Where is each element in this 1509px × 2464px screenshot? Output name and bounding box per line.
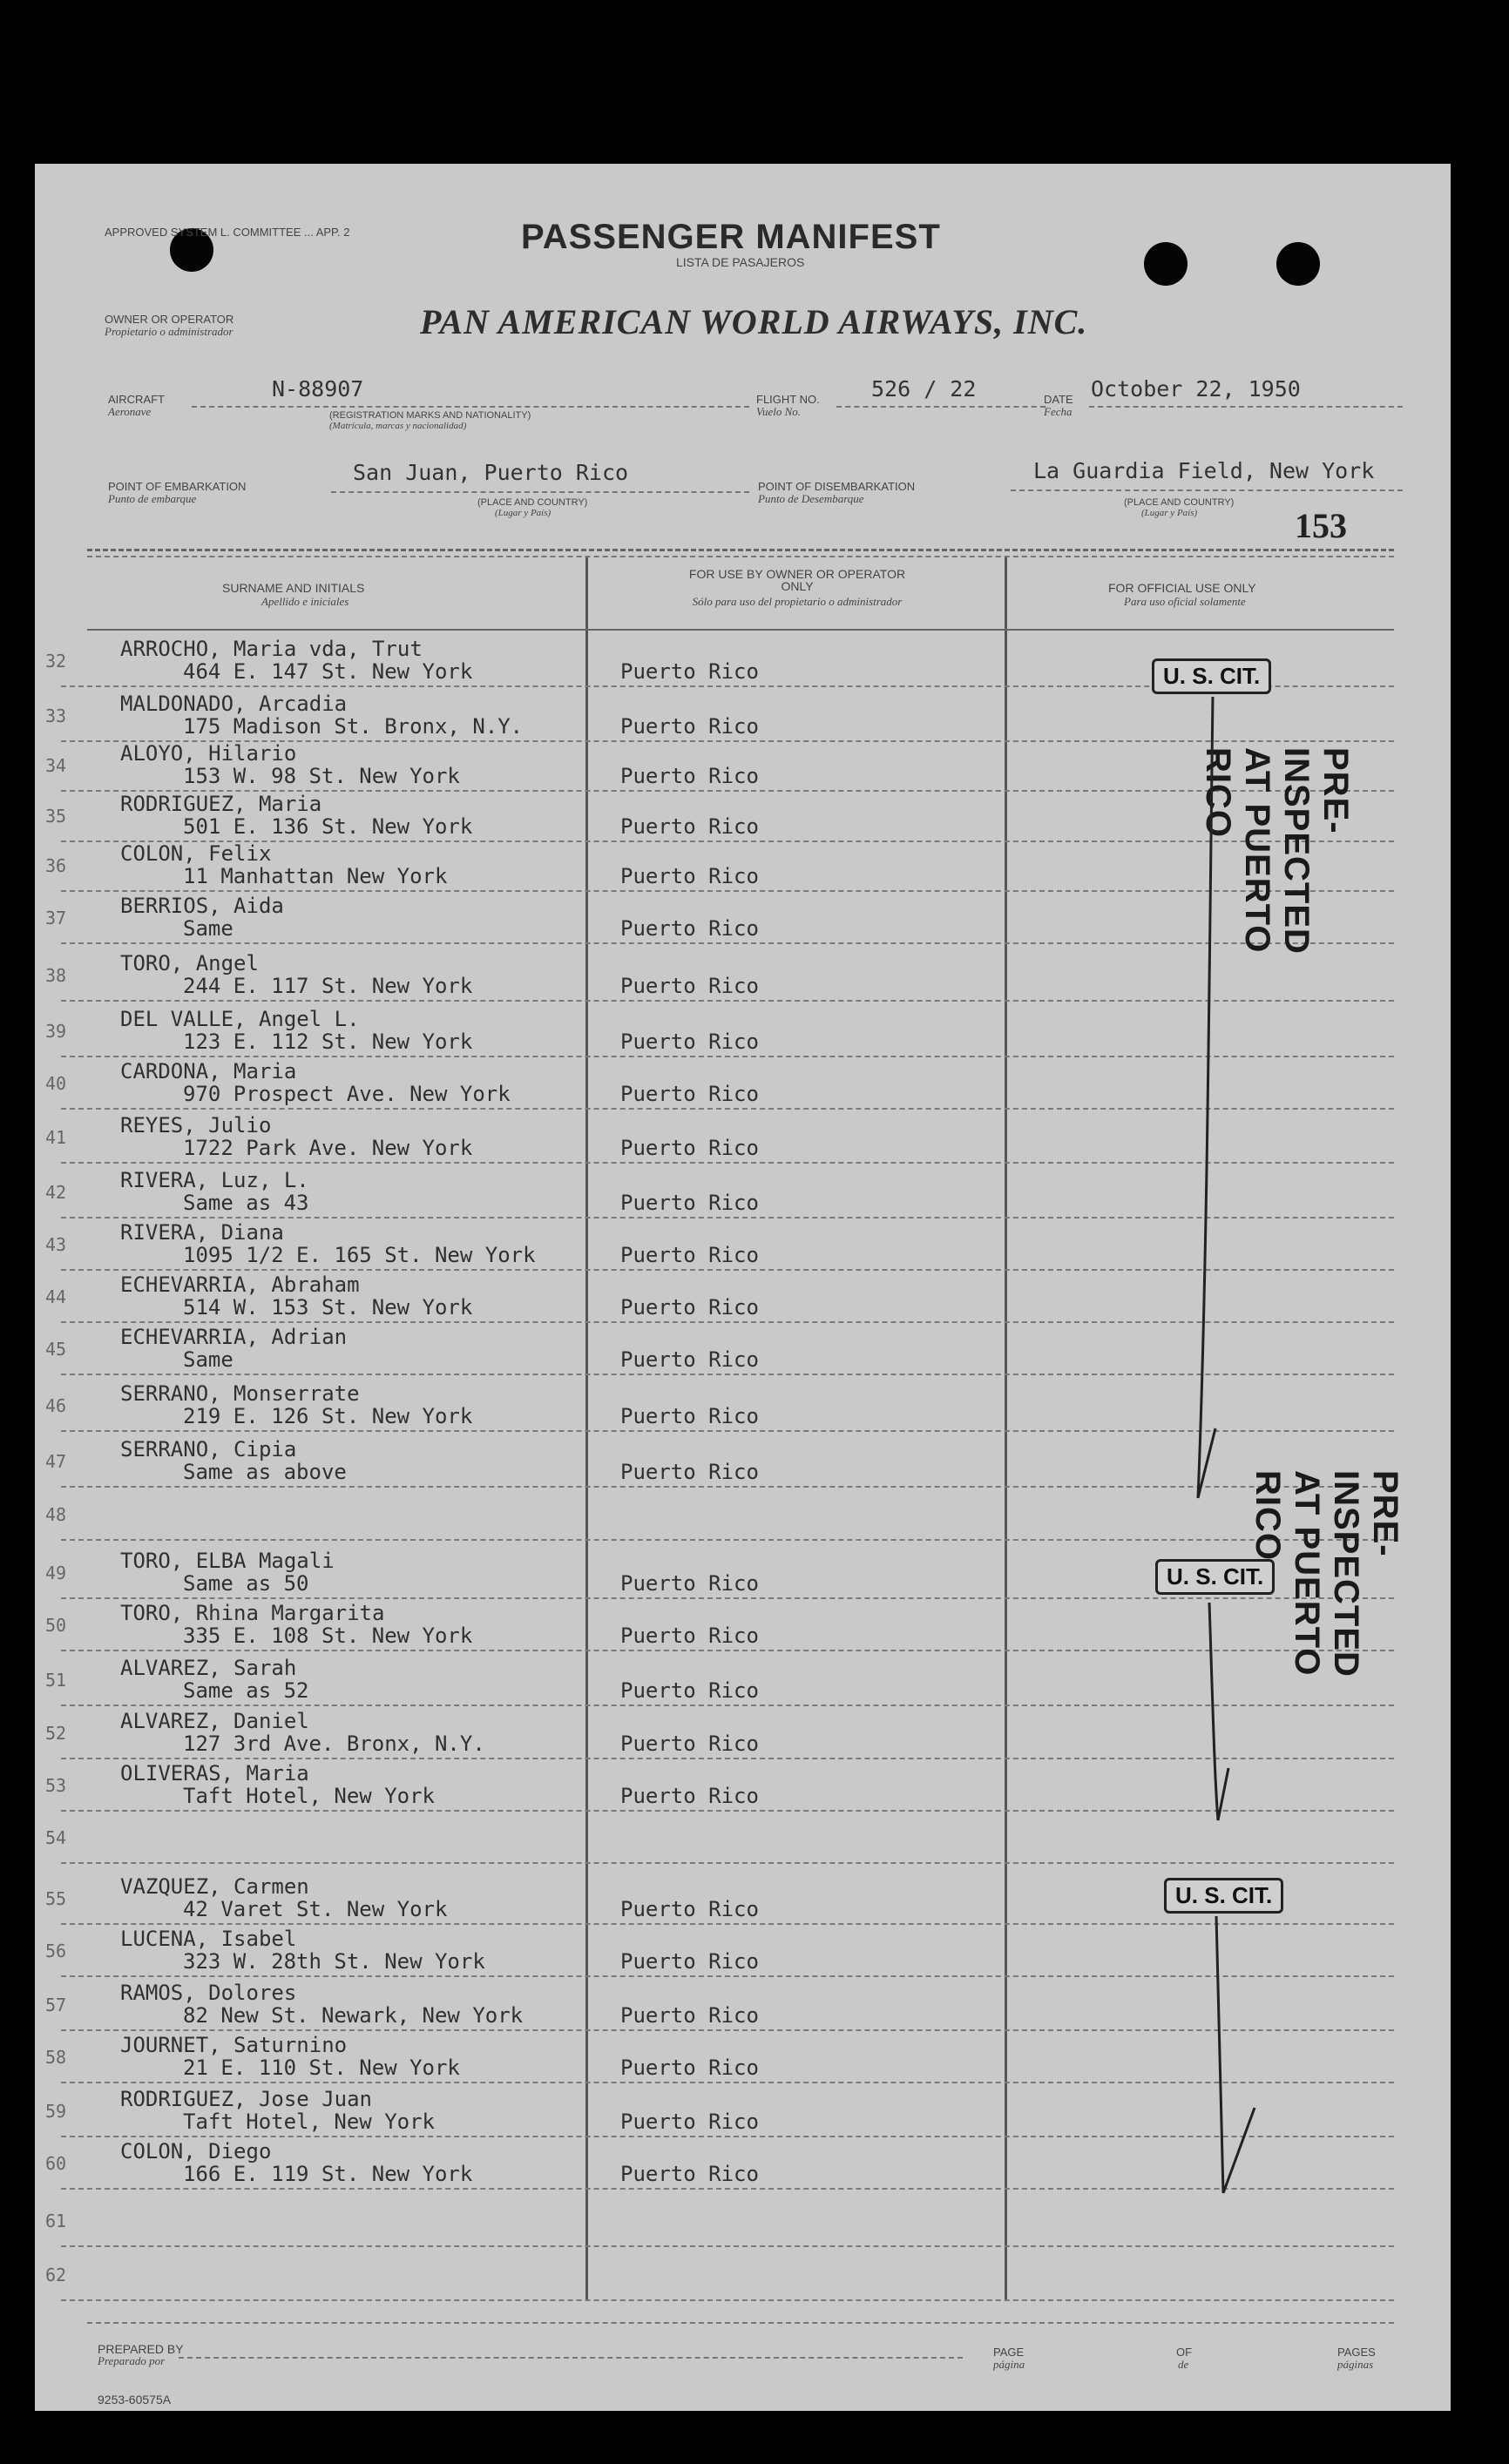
row-number: 34: [45, 755, 67, 776]
embark-label: POINT OF EMBARKATION: [108, 480, 247, 493]
us-citizen-stamp: U. S. CIT.: [1152, 658, 1271, 694]
passenger-origin: Puerto Rico: [620, 1029, 759, 1054]
passenger-name: ALVAREZ, Sarah: [120, 1656, 297, 1680]
passenger-origin: Puerto Rico: [620, 1897, 759, 1921]
row-number: 41: [45, 1127, 67, 1148]
bracket-line: [1216, 1916, 1255, 2193]
disembark-label-es: Punto de Desembarque: [758, 492, 864, 505]
date-label: DATE: [1044, 393, 1073, 406]
row-number: 57: [45, 1995, 67, 2015]
row-number: 37: [45, 908, 67, 928]
place-label-es: (Lugar y País): [495, 508, 551, 518]
passenger-address: Same as above: [183, 1460, 347, 1484]
row-number: 51: [45, 1670, 67, 1691]
row-number: 54: [45, 1827, 67, 1848]
passenger-address: 335 E. 108 St. New York: [183, 1624, 473, 1648]
passenger-origin: Puerto Rico: [620, 764, 759, 788]
row-number: 32: [45, 651, 67, 672]
passenger-origin: Puerto Rico: [620, 1082, 759, 1106]
passenger-origin: Puerto Rico: [620, 1243, 759, 1267]
passenger-origin: Puerto Rico: [620, 916, 759, 941]
passenger-address: 82 New St. Newark, New York: [183, 2003, 524, 2028]
of-label-es: de: [1178, 2358, 1189, 2371]
passenger-origin: Puerto Rico: [620, 714, 759, 739]
row-number: 59: [45, 2101, 67, 2122]
passenger-origin: Puerto Rico: [620, 864, 759, 888]
us-citizen-stamp: U. S. CIT.: [1164, 1878, 1283, 1914]
us-citizen-stamp: U. S. CIT.: [1155, 1559, 1275, 1595]
passenger-origin: Puerto Rico: [620, 1732, 759, 1756]
passenger-address: Same: [183, 916, 233, 941]
passenger-address: 11 Manhattan New York: [183, 864, 448, 888]
passenger-name: SERRANO, Cipia: [120, 1437, 297, 1462]
page-label-es: página: [993, 2358, 1025, 2371]
passenger-name: REYES, Julio: [120, 1113, 272, 1137]
names-column-header: SURNAME AND INITIALS: [222, 581, 365, 595]
passenger-origin: Puerto Rico: [620, 1571, 759, 1596]
passenger-origin: Puerto Rico: [620, 1460, 759, 1484]
passenger-address: 323 W. 28th St. New York: [183, 1949, 485, 1974]
aircraft-label-es: Aeronave: [108, 405, 152, 418]
passenger-name: VAZQUEZ, Carmen: [120, 1874, 309, 1899]
passenger-address: Same: [183, 1347, 233, 1372]
page-number: 153: [1295, 506, 1347, 545]
flight-label-es: Vuelo No.: [756, 405, 802, 418]
passenger-name: CARDONA, Maria: [120, 1059, 297, 1083]
row-number: 36: [45, 855, 67, 876]
row-number: 62: [45, 2265, 67, 2285]
row-number: 46: [45, 1395, 67, 1416]
names-column-header-es: Apellido e iniciales: [261, 595, 349, 608]
official-column-header-es: Para uso oficial solamente: [1124, 595, 1246, 608]
passenger-address: 244 E. 117 St. New York: [183, 974, 473, 998]
passenger-name: RAMOS, Dolores: [120, 1981, 297, 2005]
disembarkation-value: La Guardia Field, New York: [1033, 458, 1375, 483]
passenger-origin: Puerto Rico: [620, 1191, 759, 1215]
row-number: 49: [45, 1563, 67, 1583]
embark-label-es: Punto de embarque: [108, 492, 197, 505]
official-column-header: FOR OFFICIAL USE ONLY: [1108, 581, 1256, 595]
passenger-origin: Puerto Rico: [620, 659, 759, 684]
passenger-name: JOURNET, Saturnino: [120, 2033, 348, 2057]
passenger-address: 464 E. 147 St. New York: [183, 659, 473, 684]
passenger-name: TORO, Rhina Margarita: [120, 1601, 385, 1625]
passenger-address: Same as 50: [183, 1571, 309, 1596]
passenger-origin: Puerto Rico: [620, 1136, 759, 1160]
footer-rule: [87, 2322, 1394, 2324]
prepared-by-label-es: Preparado por: [98, 2354, 166, 2367]
passenger-name: COLON, Felix: [120, 841, 272, 866]
passenger-address: 127 3rd Ave. Bronx, N.Y.: [183, 1732, 485, 1756]
passenger-address: 42 Varet St. New York: [183, 1897, 448, 1921]
passenger-name: SERRANO, Monserrate: [120, 1381, 360, 1406]
row-number: 40: [45, 1073, 67, 1094]
passenger-address: 153 W. 98 St. New York: [183, 764, 460, 788]
passenger-name: DEL VALLE, Angel L.: [120, 1007, 360, 1031]
passenger-address: 1095 1/2 E. 165 St. New York: [183, 1243, 536, 1267]
passenger-name: LUCENA, Isabel: [120, 1927, 297, 1951]
passenger-address: 21 E. 110 St. New York: [183, 2056, 460, 2080]
passenger-address: 1722 Park Ave. New York: [183, 1136, 473, 1160]
passenger-address: 166 E. 119 St. New York: [183, 2162, 473, 2186]
page-label: PAGE: [993, 2346, 1025, 2359]
passenger-name: RODRIGUEZ, Jose Juan: [120, 2087, 372, 2111]
passenger-origin: Puerto Rico: [620, 1678, 759, 1703]
row-number: 43: [45, 1234, 67, 1255]
row-number: 38: [45, 965, 67, 986]
passenger-name: RIVERA, Luz, L.: [120, 1168, 309, 1192]
passenger-name: MALDONADO, Arcadia: [120, 692, 348, 716]
passenger-name: ARROCHO, Maria vda, Trut: [120, 637, 423, 661]
flight-number: 526 / 22: [871, 376, 977, 402]
row-number: 61: [45, 2211, 67, 2231]
passenger-address: Same as 52: [183, 1678, 309, 1703]
passenger-name: ECHEVARRIA, Adrian: [120, 1325, 348, 1349]
disembark-label: POINT OF DISEMBARKATION: [758, 480, 916, 493]
passenger-address: 123 E. 112 St. New York: [183, 1029, 473, 1054]
passenger-address: Taft Hotel, New York: [183, 2110, 435, 2134]
place-label-2-es: (Lugar y País): [1141, 508, 1198, 518]
flight-label: FLIGHT NO.: [756, 393, 820, 406]
passenger-origin: Puerto Rico: [620, 2110, 759, 2134]
owner-column-header-es: Sólo para uso del propietario o administrador: [692, 595, 903, 608]
owner-column-header: FOR USE BY OWNER OR OPERATOR ONLY: [688, 567, 906, 593]
page-subtitle: LISTA DE PASAJEROS: [676, 255, 805, 269]
preinspected-stamp: PRE-INSPECTED AT PUERTO RICO: [1199, 747, 1355, 955]
prepared-by-line: [179, 2357, 963, 2359]
passenger-origin: Puerto Rico: [620, 974, 759, 998]
passenger-name: ALVAREZ, Daniel: [120, 1709, 309, 1733]
row-number: 35: [45, 806, 67, 827]
passenger-name: ALOYO, Hilario: [120, 741, 297, 766]
place-label: (PLACE AND COUNTRY): [477, 497, 588, 508]
owner-label-es: Propietario o administrador: [105, 325, 233, 338]
passenger-address: 501 E. 136 St. New York: [183, 814, 473, 839]
row-number: 39: [45, 1021, 67, 1042]
of-label: OF: [1176, 2346, 1193, 2359]
registration-label: (REGISTRATION MARKS AND NATIONALITY): [329, 410, 531, 421]
bracket-line: [1198, 697, 1215, 1498]
row-number: 53: [45, 1775, 67, 1796]
passenger-address: 219 E. 126 St. New York: [183, 1404, 473, 1428]
aircraft-label: AIRCRAFT: [108, 393, 165, 406]
row-number: 60: [45, 2153, 67, 2174]
passenger-name: TORO, ELBA Magali: [120, 1549, 335, 1573]
pages-label: PAGES: [1337, 2346, 1376, 2359]
preinspected-stamp: PRE-INSPECTED AT PUERTO RICO: [1248, 1470, 1404, 1678]
row-number: 44: [45, 1286, 67, 1307]
date-label-es: Fecha: [1044, 405, 1073, 418]
row-number: 56: [45, 1941, 67, 1961]
passenger-origin: Puerto Rico: [620, 1624, 759, 1648]
passenger-address: 970 Prospect Ave. New York: [183, 1082, 511, 1106]
row-number: 55: [45, 1888, 67, 1909]
row-number: 45: [45, 1339, 67, 1360]
passenger-origin: Puerto Rico: [620, 1784, 759, 1808]
passenger-origin: Puerto Rico: [620, 1949, 759, 1974]
row-number: 42: [45, 1182, 67, 1203]
passenger-origin: Puerto Rico: [620, 2056, 759, 2080]
passenger-origin: Puerto Rico: [620, 1404, 759, 1428]
row-number: 52: [45, 1723, 67, 1744]
operator-name: PAN AMERICAN WORLD AIRWAYS, INC.: [420, 302, 1088, 341]
row-number: 50: [45, 1615, 67, 1636]
passenger-origin: Puerto Rico: [620, 2162, 759, 2186]
row-number: 58: [45, 2047, 67, 2068]
passenger-origin: Puerto Rico: [620, 2003, 759, 2028]
bracket-line: [1209, 1603, 1228, 1820]
row-number: 47: [45, 1451, 67, 1472]
form-number: 9253-60575A: [98, 2393, 172, 2407]
passenger-name: ECHEVARRIA, Abraham: [120, 1273, 360, 1297]
passenger-address: Taft Hotel, New York: [183, 1784, 435, 1808]
flight-date: October 22, 1950: [1091, 376, 1301, 402]
passenger-origin: Puerto Rico: [620, 1347, 759, 1372]
passenger-address: 514 W. 153 St. New York: [183, 1295, 473, 1320]
passenger-address: Same as 43: [183, 1191, 309, 1215]
prepared-by-label: PREPARED BY: [98, 2342, 184, 2356]
passenger-name: TORO, Angel: [120, 951, 259, 975]
passenger-origin: Puerto Rico: [620, 814, 759, 839]
passenger-name: BERRIOS, Aida: [120, 894, 284, 918]
row-number: 33: [45, 705, 67, 726]
row-number: 48: [45, 1504, 67, 1525]
passenger-name: COLON, Diego: [120, 2139, 272, 2164]
passenger-name: RODRIGUEZ, Maria: [120, 792, 322, 816]
embarkation-value: San Juan, Puerto Rico: [353, 460, 629, 485]
aircraft-value: N-88907: [272, 376, 364, 402]
registration-label-es: (Matrícula, marcas y nacionalidad): [329, 421, 467, 431]
passenger-name: RIVERA, Diana: [120, 1220, 284, 1245]
passenger-address: 175 Madison St. Bronx, N.Y.: [183, 714, 524, 739]
passenger-origin: Puerto Rico: [620, 1295, 759, 1320]
pages-label-es: páginas: [1337, 2358, 1374, 2371]
place-label-2: (PLACE AND COUNTRY): [1124, 497, 1235, 508]
approval-note: APPROVED SYSTEM L. COMMITTEE ... APP. 2: [105, 226, 350, 239]
page-title: PASSENGER MANIFEST: [521, 218, 941, 256]
owner-label: OWNER OR OPERATOR: [105, 313, 234, 326]
passenger-name: OLIVERAS, Maria: [120, 1761, 309, 1786]
